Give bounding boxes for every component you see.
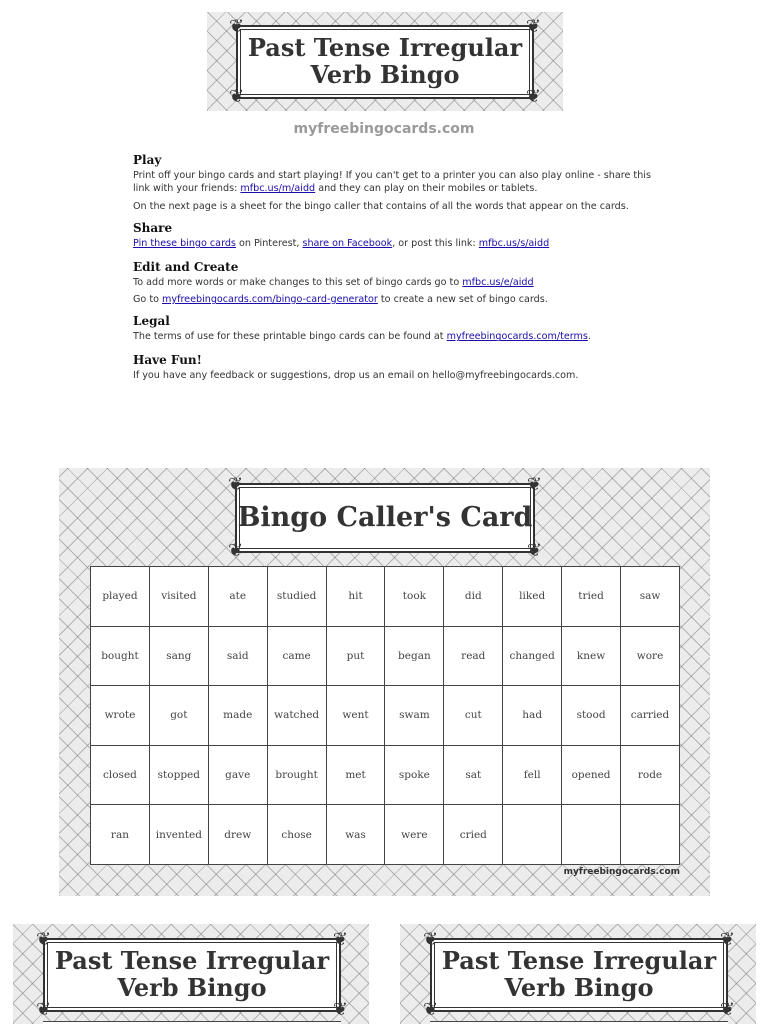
card-title-frame bbox=[36, 929, 348, 1020]
caller-word-grid bbox=[90, 566, 680, 865]
bingo-card-preview-left bbox=[13, 924, 369, 1024]
play-text: Print off your bingo cards and start playing! If you can't get to a printer you can also play online - share this link with your friends: bbox=[133, 170, 651, 195]
grid-cell: ate bbox=[208, 567, 267, 627]
card-title-line-1: Past Tense Irregular bbox=[54, 946, 330, 976]
grid-cell: did bbox=[444, 567, 503, 627]
corner-flourish-icon: ❦ bbox=[36, 929, 52, 950]
generator-link[interactable]: myfreebingocards.com/bingo-card-generator bbox=[162, 294, 378, 306]
pinterest-link[interactable]: Pin these bingo cards bbox=[133, 238, 236, 250]
grid-row bbox=[91, 626, 680, 686]
grid-row bbox=[91, 745, 680, 805]
title-line-1: Past Tense Irregular bbox=[247, 32, 523, 62]
site-name: myfreebingocards.com bbox=[293, 121, 475, 137]
section-heading-fun: Have Fun! bbox=[133, 352, 202, 367]
corner-flourish-icon: ❦ bbox=[719, 929, 735, 950]
grid-cell: gave bbox=[208, 745, 267, 805]
grid-row bbox=[91, 567, 680, 627]
legal-paragraph bbox=[133, 330, 653, 343]
grid-cell: took bbox=[385, 567, 444, 627]
grid-cell: watched bbox=[267, 686, 326, 746]
corner-flourish-icon: ❦ bbox=[525, 85, 541, 107]
card-title bbox=[55, 948, 329, 1002]
corner-flourish-icon: ❦ bbox=[526, 540, 542, 561]
corner-flourish-icon: ❦ bbox=[229, 15, 245, 37]
card-title-frame bbox=[423, 929, 735, 1020]
corner-flourish-icon: ❦ bbox=[423, 929, 439, 950]
caller-card bbox=[59, 468, 710, 896]
grid-cell: closed bbox=[91, 745, 150, 805]
edit-paragraph-1 bbox=[133, 276, 653, 289]
share-paragraph bbox=[133, 237, 653, 250]
grid-cell: drew bbox=[208, 805, 267, 865]
play-online-link[interactable]: mfbc.us/m/aidd bbox=[240, 183, 316, 195]
grid-cell: bought bbox=[91, 626, 150, 686]
card-title-line-2: Verb Bingo bbox=[504, 973, 654, 1002]
edit-text-3: to create a new set of bingo cards. bbox=[377, 294, 548, 306]
grid-cell: was bbox=[326, 805, 385, 865]
grid-cell: sat bbox=[444, 745, 503, 805]
grid-row bbox=[91, 686, 680, 746]
section-play bbox=[133, 153, 653, 213]
header-title-frame bbox=[229, 15, 541, 107]
caller-title-frame bbox=[228, 474, 542, 561]
card-title bbox=[442, 948, 716, 1002]
grid-cell: got bbox=[149, 686, 208, 746]
grid-cell: cut bbox=[444, 686, 503, 746]
grid-cell bbox=[621, 805, 680, 865]
section-heading-edit: Edit and Create bbox=[133, 259, 239, 274]
grid-cell: swam bbox=[385, 686, 444, 746]
grid-row bbox=[91, 805, 680, 865]
grid-cell: brought bbox=[267, 745, 326, 805]
card-title-line-1: Past Tense Irregular bbox=[441, 946, 717, 976]
corner-flourish-icon: ❦ bbox=[229, 85, 245, 107]
section-heading-play: Play bbox=[133, 153, 162, 167]
grid-cell: said bbox=[208, 626, 267, 686]
grid-cell: visited bbox=[149, 567, 208, 627]
grid-cell: cried bbox=[444, 805, 503, 865]
header-banner bbox=[207, 12, 563, 111]
grid-cell: fell bbox=[503, 745, 562, 805]
grid-cell: spoke bbox=[385, 745, 444, 805]
grid-cell: went bbox=[326, 686, 385, 746]
grid-cell: liked bbox=[503, 567, 562, 627]
grid-cell: opened bbox=[562, 745, 621, 805]
corner-flourish-icon: ❦ bbox=[36, 999, 52, 1020]
grid-cell: carried bbox=[621, 686, 680, 746]
play-paragraph-1 bbox=[133, 169, 653, 196]
grid-cell: met bbox=[326, 745, 385, 805]
grid-cell: knew bbox=[562, 626, 621, 686]
grid-cell: played bbox=[91, 567, 150, 627]
section-fun bbox=[133, 353, 653, 382]
edit-text-1: To add more words or make changes to this set of bingo cards go to bbox=[133, 276, 463, 288]
edit-link[interactable]: mfbc.us/e/aidd bbox=[462, 276, 534, 288]
grid-cell: began bbox=[385, 626, 444, 686]
corner-flourish-icon: ❦ bbox=[332, 929, 348, 950]
fun-paragraph: If you have any feedback or suggestions, drop us an email on hello@myfreebingocards.com. bbox=[133, 369, 579, 381]
grid-cell: stood bbox=[562, 686, 621, 746]
corner-flourish-icon: ❦ bbox=[525, 15, 541, 37]
corner-flourish-icon: ❦ bbox=[526, 474, 542, 495]
grid-cell: came bbox=[267, 626, 326, 686]
edit-paragraph-2 bbox=[133, 293, 653, 306]
section-edit bbox=[133, 260, 653, 307]
section-legal bbox=[133, 314, 653, 343]
grid-cell: stopped bbox=[149, 745, 208, 805]
corner-flourish-icon: ❦ bbox=[719, 999, 735, 1020]
grid-cell: hit bbox=[326, 567, 385, 627]
section-share bbox=[133, 221, 653, 250]
grid-cell: read bbox=[444, 626, 503, 686]
grid-cell bbox=[503, 805, 562, 865]
card-title-line-2: Verb Bingo bbox=[117, 973, 267, 1002]
edit-text-2: Go to bbox=[133, 294, 163, 306]
grid-cell: tried bbox=[562, 567, 621, 627]
page-title bbox=[247, 32, 523, 89]
share-text-1: on Pinterest, bbox=[235, 238, 303, 250]
grid-cell: put bbox=[326, 626, 385, 686]
instructions bbox=[133, 153, 653, 386]
caller-card-footer: myfreebingocards.com bbox=[563, 867, 680, 877]
grid-cell: chose bbox=[267, 805, 326, 865]
play-text-after: and they can play on their mobiles or tablets. bbox=[315, 183, 538, 195]
legal-text: The terms of use for these printable bingo cards can be found at bbox=[133, 331, 447, 343]
grid-cell: changed bbox=[503, 626, 562, 686]
share-text-2: , or post this link: bbox=[392, 238, 479, 250]
terms-link[interactable]: myfreebingocards.com/terms bbox=[446, 331, 588, 343]
grid-cell: invented bbox=[149, 805, 208, 865]
facebook-link[interactable]: share on Facebook bbox=[302, 238, 393, 250]
grid-cell: made bbox=[208, 686, 267, 746]
grid-cell: rode bbox=[621, 745, 680, 805]
bingo-card-preview-right bbox=[400, 924, 756, 1024]
caller-card-title: Bingo Caller's Card bbox=[237, 501, 533, 533]
section-heading-share: Share bbox=[133, 221, 173, 236]
grid-cell bbox=[562, 805, 621, 865]
grid-cell: sang bbox=[149, 626, 208, 686]
share-short-link[interactable]: mfbc.us/s/aidd bbox=[478, 238, 550, 250]
grid-cell: ran bbox=[91, 805, 150, 865]
grid-cell: saw bbox=[621, 567, 680, 627]
legal-text-after: . bbox=[587, 331, 591, 343]
section-heading-legal: Legal bbox=[133, 314, 170, 329]
grid-cell: were bbox=[385, 805, 444, 865]
grid-cell: studied bbox=[267, 567, 326, 627]
play-paragraph-2: On the next page is a sheet for the bingo caller that contains of all the words that appear on the cards. bbox=[133, 200, 629, 212]
grid-cell: had bbox=[503, 686, 562, 746]
corner-flourish-icon: ❦ bbox=[228, 540, 244, 561]
corner-flourish-icon: ❦ bbox=[228, 474, 244, 495]
corner-flourish-icon: ❦ bbox=[423, 999, 439, 1020]
grid-cell: wore bbox=[621, 626, 680, 686]
grid-cell: wrote bbox=[91, 686, 150, 746]
title-line-2: Verb Bingo bbox=[310, 59, 460, 89]
corner-flourish-icon: ❦ bbox=[332, 999, 348, 1020]
